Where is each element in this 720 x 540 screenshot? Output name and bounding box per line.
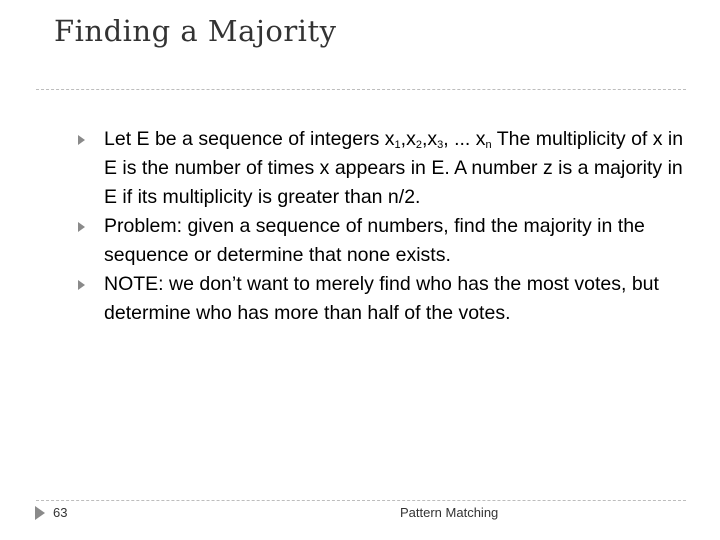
- bullet-item-note: [104, 270, 684, 328]
- bullet-item-problem: [104, 212, 684, 270]
- bullet-text-part: Let E be a sequence of integers x: [104, 128, 395, 150]
- slide-title: Finding a Majority: [54, 14, 337, 48]
- bullet-list: [104, 125, 684, 328]
- bullet-text-part: , ... x: [443, 128, 486, 150]
- subscript: 3: [437, 139, 444, 151]
- bullet-item-definition: [104, 125, 684, 212]
- bullet-text: NOTE: we don’t want to merely find who has the most votes, but determine who has more than half of the votes.: [104, 273, 659, 324]
- slide-number: 63: [53, 505, 68, 520]
- title-divider: [36, 89, 686, 90]
- footer-divider: [36, 500, 686, 501]
- bullet-text-part: The multiplicity of x in E is the number of times x appears in E. A number z is a majority in E if its multiplicity is greater than n/2.: [104, 128, 684, 208]
- triangle-right-icon: [78, 280, 85, 290]
- bullet-text: Problem: given a sequence of numbers, find the majority in the sequence or determine that none exists.: [104, 215, 645, 266]
- subscript: 1: [394, 139, 401, 151]
- footer-text: Pattern Matching: [400, 505, 499, 520]
- triangle-right-icon: [78, 222, 85, 232]
- bullet-text-part: ,x: [421, 128, 438, 150]
- subscript: n: [485, 139, 492, 151]
- triangle-right-icon: [35, 506, 45, 520]
- bullet-text-part: ,x: [400, 128, 416, 150]
- subscript: 2: [415, 139, 422, 151]
- triangle-right-icon: [78, 135, 85, 145]
